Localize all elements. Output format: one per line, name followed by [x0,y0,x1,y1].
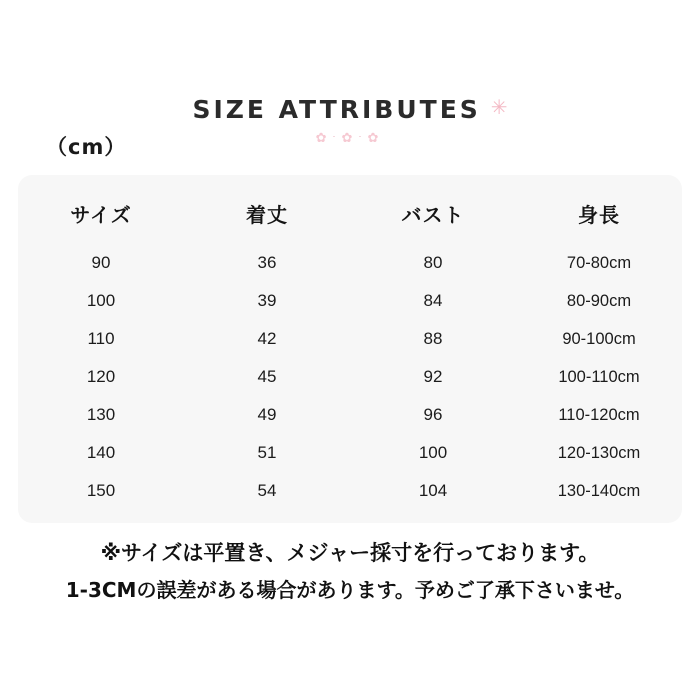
table-row [18,472,682,510]
cell-height: 110-120cm [558,405,640,424]
cell-height: 100-110cm [558,367,640,386]
cell-length: 54 [257,481,277,500]
cell-height: 90-100cm [562,329,636,348]
dot-icon: · [332,131,342,141]
cell-bust: 88 [423,329,443,348]
cell-size: 120 [86,367,116,386]
cell-bust: 80 [423,253,443,272]
cell-size: 90 [91,253,111,272]
table-body [18,244,682,510]
cell-height: 80-90cm [566,291,632,310]
cell-bust: 92 [423,367,443,386]
column-header-height: 身長 [578,203,620,227]
table-row [18,320,682,358]
flower-icon: ✿ [315,130,333,145]
dot-icon: · [358,131,368,141]
unit-label: （cm） [46,135,127,159]
note-line-tolerance: 1-3CMの誤差がある場合があります。予めご了承下さいませ。 [65,578,635,602]
cell-size: 100 [86,291,116,310]
cell-bust: 84 [423,291,443,310]
cell-bust: 96 [423,405,443,424]
flower-icon: ✿ [341,130,359,145]
cell-size: 150 [86,481,116,500]
table-row [18,396,682,434]
cell-height: 70-80cm [566,253,632,272]
notes-section [0,535,700,609]
table-row [18,244,682,282]
cell-size: 110 [87,329,115,348]
cell-length: 39 [257,291,277,310]
page-title: SIZE ATTRIBUTES [192,95,481,124]
cell-length: 49 [257,405,277,424]
cell-bust: 104 [418,481,448,500]
cell-length: 45 [257,367,277,386]
cell-bust: 100 [418,443,448,462]
cell-length: 36 [257,253,277,272]
column-header-size: サイズ [70,203,132,227]
flower-icon: ✿ [367,130,385,145]
note-line-measurement: ※サイズは平置き、メジャー採寸を行っております。 [100,541,600,565]
table-row [18,434,682,472]
table-header-row [18,195,682,244]
table-row [18,282,682,320]
cell-size: 140 [86,443,116,462]
cell-height: 120-130cm [557,443,641,462]
column-header-bust: バスト [401,203,465,227]
size-table-card [18,175,682,523]
sparkle-icon: ✳ [490,97,508,119]
column-header-length: 着丈 [246,203,288,227]
table-row [18,358,682,396]
cell-height: 130-140cm [557,481,641,500]
cell-length: 51 [257,443,277,462]
cell-length: 42 [257,329,277,348]
cell-size: 130 [86,405,116,424]
size-table [18,195,682,510]
